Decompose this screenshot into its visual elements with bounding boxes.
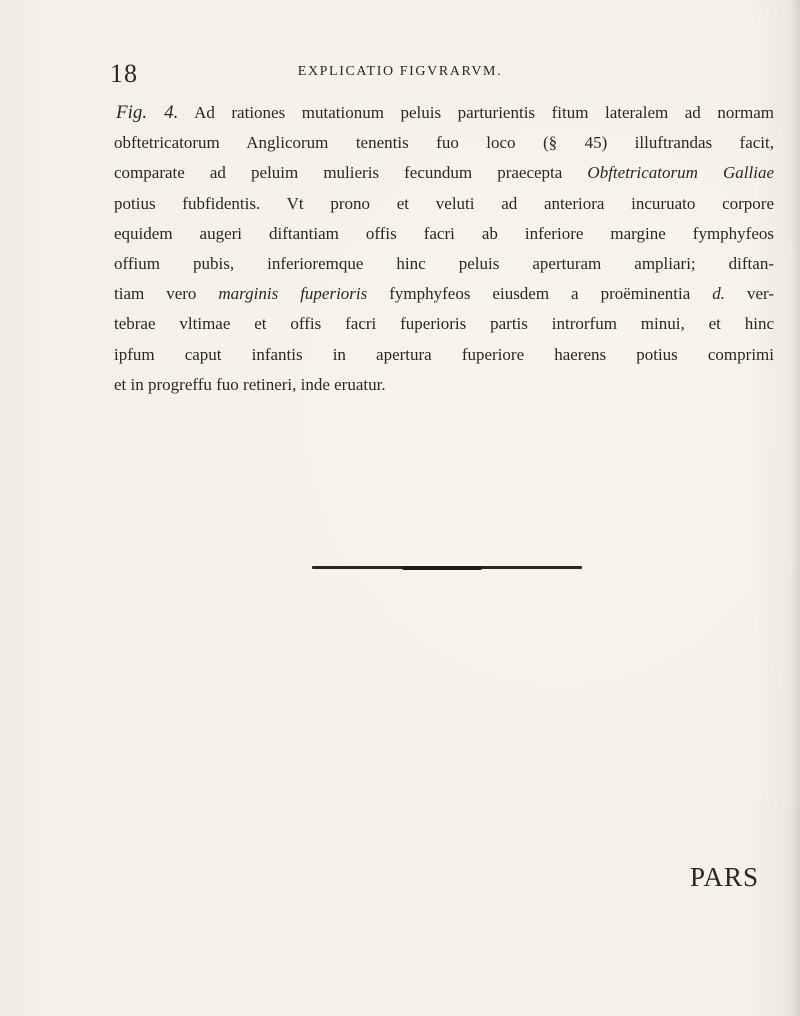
text-line-7-pre: tiam vero — [114, 284, 219, 304]
text-line-8: tebrae vltimae et offis facri fuperioris partis introrfum minui, et hinc — [114, 314, 774, 334]
page-edge-shadow — [790, 0, 800, 1016]
text-line-7 — [114, 279, 774, 309]
text-line-1 — [116, 98, 774, 128]
text-line-3 — [114, 158, 774, 188]
text-line-10: et in progreffu fuo retineri, inde eruatur. — [114, 374, 386, 394]
catchword: PARS — [690, 862, 760, 892]
text-line-3-italic: Obftetricatorum Galliae — [587, 163, 774, 183]
text-line-1-rest: Ad rationes mutationum peluis parturientis fitum lateralem ad normam — [194, 103, 775, 122]
text-line-4: potius fubfidentis. Vt prono et veluti ad anteriora incuruato corpore — [114, 193, 774, 213]
page-number: 18 — [110, 59, 138, 88]
text-line-7-italic-2: d. — [712, 284, 725, 304]
text-line-3-pre: comparate ad peluim mulieris fecundum praecepta — [114, 163, 588, 183]
text-line-7-mid: fymphyfeos eiusdem a proëminentia — [367, 284, 713, 304]
text-line-9: ipfum caput infantis in apertura fuperiore haerens potius comprimi — [114, 344, 774, 364]
text-line-7-post: ver- — [725, 284, 775, 304]
text-line-2: obftetricatorum Anglicorum tenentis fuo loco (§ 45) illuftrandas facit, — [114, 133, 774, 153]
text-line-7-italic: marginis fuperioris — [218, 284, 368, 304]
section-divider-rule — [312, 566, 582, 569]
figure-label: Fig. 4. — [116, 102, 179, 123]
text-line-6: offium pubis, inferioremque hinc peluis aperturam ampliari; diftan- — [114, 254, 774, 274]
running-head: EXPLICATIO FIGVRARVM. — [297, 64, 503, 79]
figure-explanation-paragraph — [114, 98, 774, 400]
text-line-5: equidem augeri diftantiam offis facri ab inferiore margine fymphyfeos — [114, 223, 774, 243]
